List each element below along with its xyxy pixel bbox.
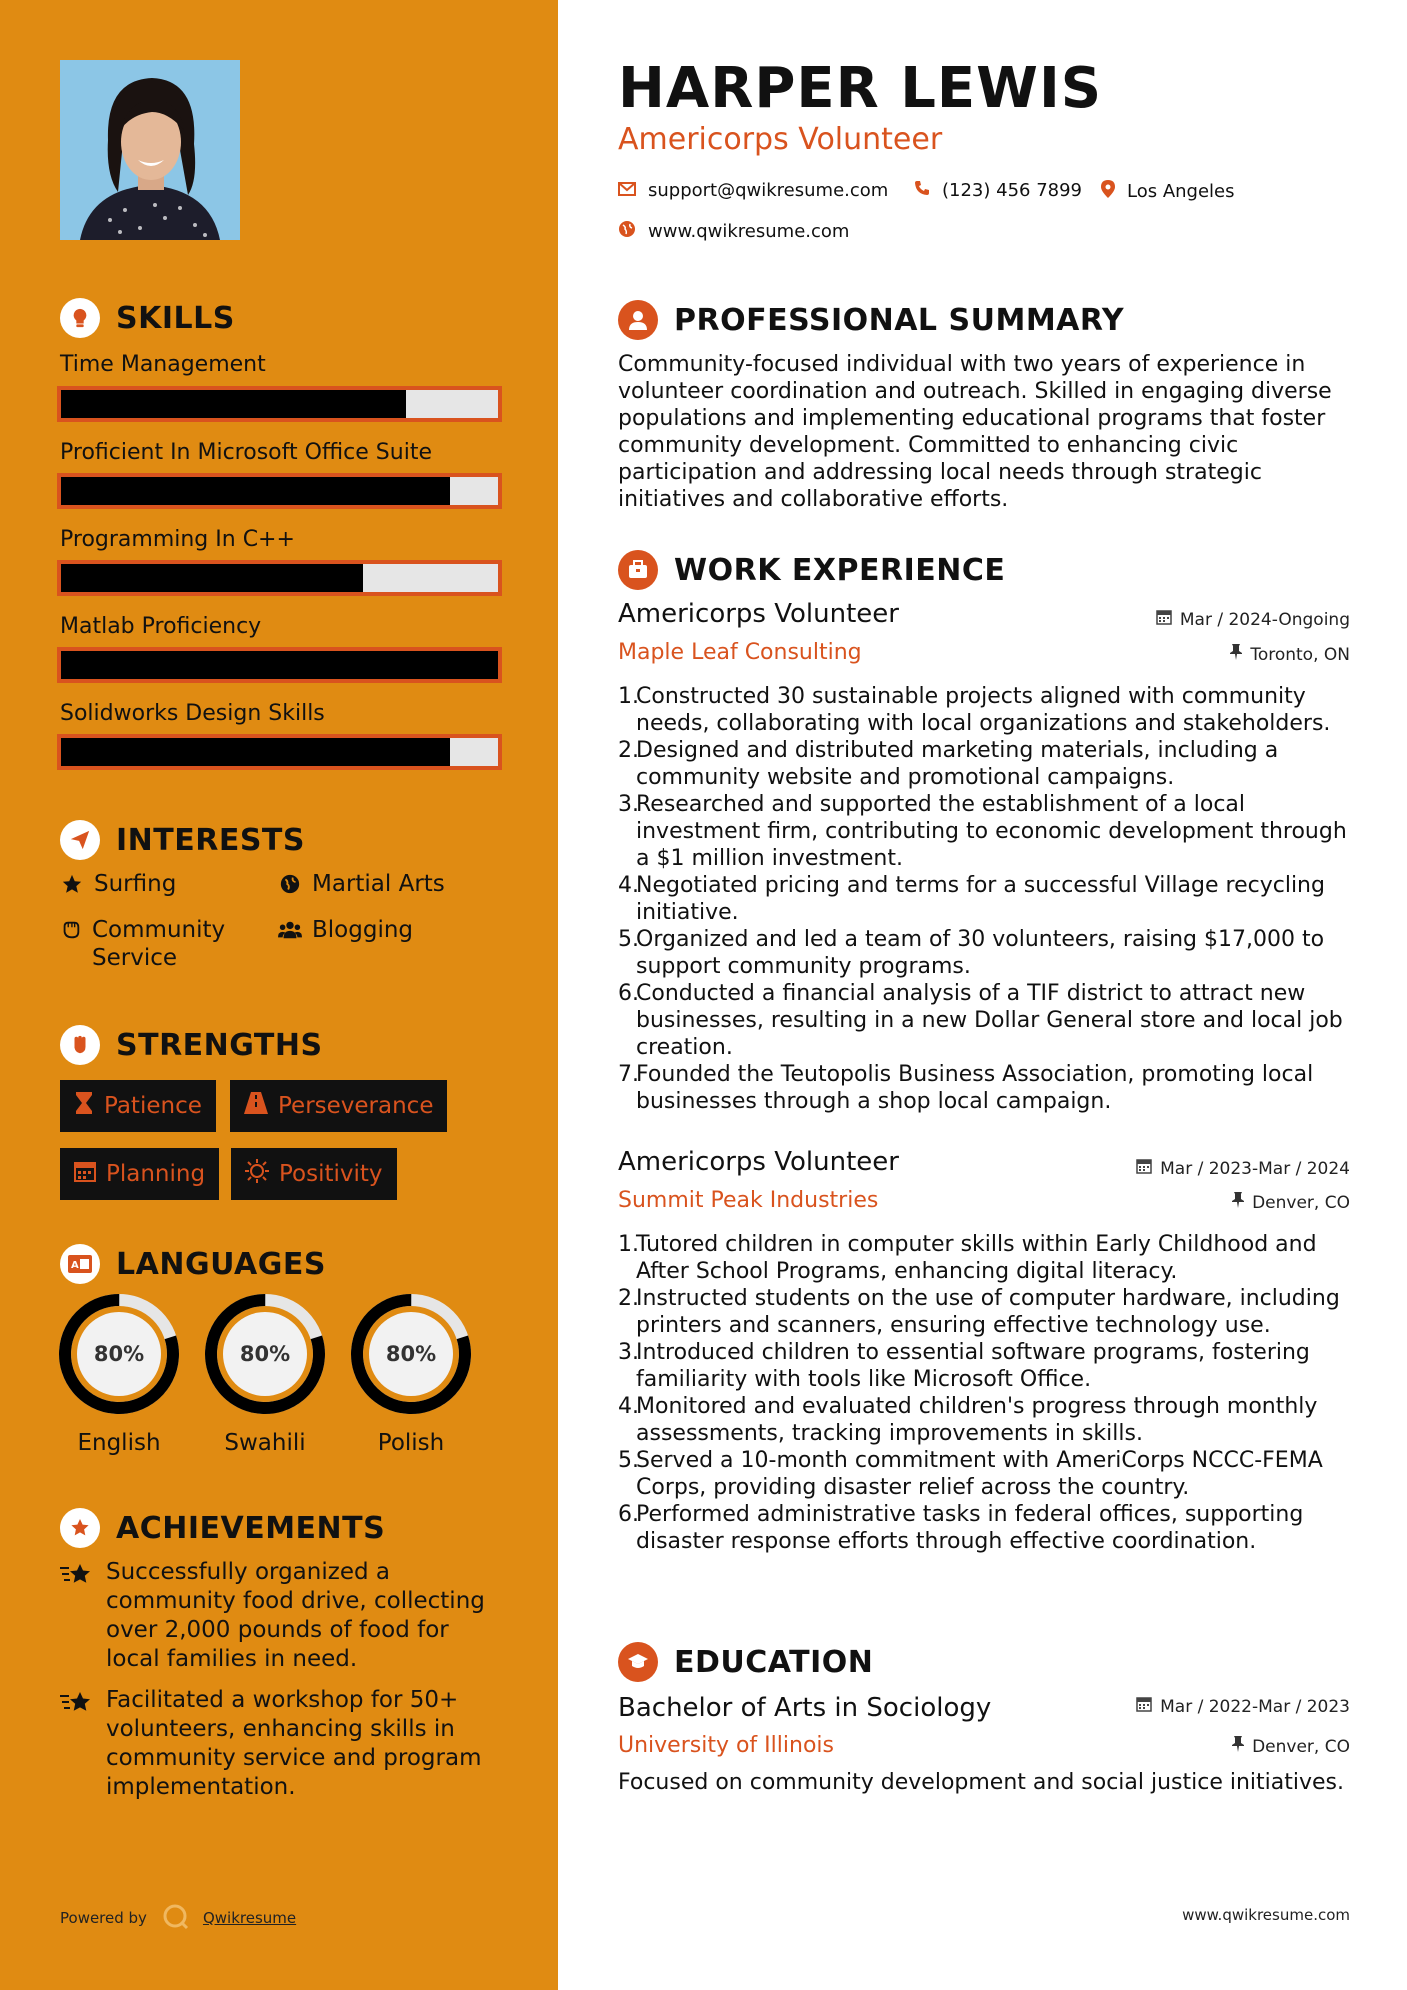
- job-dates: [1156, 609, 1350, 630]
- skill-label: Programming In C++: [60, 527, 295, 552]
- phone-text: (123) 456 7899: [942, 180, 1083, 201]
- strengths-heading: [60, 1025, 323, 1065]
- achievements-heading: [60, 1508, 385, 1548]
- language-level: 80%: [93, 1342, 145, 1366]
- job-location: [1230, 644, 1350, 665]
- item-number: 5.: [618, 927, 639, 952]
- pushpin-icon: [1230, 644, 1242, 665]
- item-text: Tutored children in computer skills within Early Childhood and After School Programs, enhancing digital literacy.: [636, 1232, 1317, 1284]
- shooting-star-icon: [60, 1690, 94, 1802]
- lightbulb-icon: [60, 298, 100, 338]
- contact-phone[interactable]: [914, 180, 1082, 201]
- powered-by: [60, 1902, 296, 1934]
- item-number: 6.: [618, 1502, 639, 1527]
- skill-bar-fill: [61, 651, 498, 679]
- job-location-text: Denver, CO: [1252, 1192, 1350, 1213]
- job-responsibilities: [618, 683, 1358, 1115]
- item-text: Founded the Teutopolis Business Association, promoting local businesses through a shop local campaign.: [636, 1062, 1314, 1114]
- job-location-text: Toronto, ON: [1250, 644, 1350, 665]
- user-icon: [618, 300, 658, 340]
- responsibility-item: [618, 1393, 1358, 1447]
- interest-label: Blogging: [312, 917, 414, 943]
- education-description: Focused on community development and social justice initiatives.: [618, 1770, 1345, 1795]
- svg-text:A: A: [71, 1260, 79, 1271]
- skill-label: Matlab Proficiency: [60, 614, 262, 639]
- education-title: EDUCATION: [674, 1644, 874, 1680]
- candidate-name: HARPER LEWIS: [618, 56, 1103, 121]
- item-text: Conducted a financial analysis of a TIF district to attract new businesses, resulting in a new Dollar General store and local job creation.: [636, 981, 1343, 1060]
- skill-bar: [57, 647, 502, 683]
- hourglass-icon: [74, 1091, 94, 1121]
- item-number: 7.: [618, 1062, 639, 1087]
- responsibility-item: [618, 926, 1358, 980]
- item-number: 6.: [618, 981, 639, 1006]
- item-number: 5.: [618, 1448, 639, 1473]
- language-icon: [60, 1244, 100, 1284]
- item-text: Designed and distributed marketing materials, including a community website and promotional campaigns.: [636, 738, 1279, 790]
- strength-badge: [230, 1080, 447, 1132]
- shooting-star-icon: [60, 1562, 94, 1674]
- skill-bar-fill: [61, 477, 450, 505]
- item-number: 1.: [618, 1232, 639, 1257]
- sun-icon: [245, 1159, 269, 1189]
- item-number: 4.: [618, 1394, 639, 1419]
- summary-text: Community-focused individual with two years of experience in volunteer coordination and outreach. Skilled in engaging diverse populations and implementing educational programs that foster community development. Committed to enhancing civic participation and addressing local needs through strategic initiatives and collaborative efforts.: [618, 352, 1332, 512]
- responsibility-item: [618, 737, 1358, 791]
- education-dates: [1136, 1696, 1350, 1717]
- footer-url[interactable]: www.qwikresume.com: [1182, 1906, 1350, 1924]
- job-company: Maple Leaf Consulting: [618, 640, 862, 665]
- briefcase-icon: [618, 550, 658, 590]
- responsibility-item: [618, 1501, 1358, 1555]
- item-number: 3.: [618, 1340, 639, 1365]
- item-number: 3.: [618, 792, 639, 817]
- interest-item: [278, 870, 445, 898]
- interests-title: INTERESTS: [116, 822, 305, 858]
- skill-label: Solidworks Design Skills: [60, 701, 325, 726]
- summary-title: PROFESSIONAL SUMMARY: [674, 302, 1125, 338]
- item-text: Researched and supported the establishment of a local investment firm, contributing to economic development through a $1 million investment.: [636, 792, 1347, 871]
- responsibility-item: [618, 980, 1358, 1061]
- strength-label: Patience: [104, 1093, 202, 1119]
- strength-label: Perseverance: [278, 1093, 434, 1119]
- item-text: Served a 10-month commitment with AmeriCorps NCCC-FEMA Corps, providing disaster relief across the country.: [636, 1448, 1323, 1500]
- strength-badge: [60, 1080, 216, 1132]
- skill-bar: [57, 473, 502, 509]
- job-title: Americorps Volunteer: [618, 1147, 899, 1177]
- strengths-title: STRENGTHS: [116, 1027, 323, 1063]
- strength-label: Planning: [106, 1161, 206, 1187]
- strength-badge: [60, 1148, 219, 1200]
- globe-icon: [278, 872, 302, 896]
- achievement-text: Facilitated a workshop for 50+ volunteers, enhancing skills in community service and program implementation.: [106, 1687, 482, 1800]
- job-dates-text: Mar / 2024-Ongoing: [1179, 609, 1350, 630]
- star-icon: [60, 872, 84, 896]
- contact-website[interactable]: [618, 220, 849, 243]
- item-text: Organized and led a team of 30 volunteers, raising $17,000 to support community programs.: [636, 927, 1325, 979]
- language-item: [203, 1292, 327, 1456]
- interest-item: [60, 916, 260, 972]
- interest-label: Surfing: [94, 871, 177, 897]
- item-text: Constructed 30 sustainable projects aligned with community needs, collaborating with local organizations and stakeholders.: [636, 684, 1331, 736]
- skill-bar: [57, 386, 502, 422]
- responsibility-item: [618, 683, 1358, 737]
- education-location: [1232, 1736, 1350, 1757]
- skill-label: Proficient In Microsoft Office Suite: [60, 440, 432, 465]
- responsibility-item: [618, 1231, 1358, 1285]
- envelope-icon: [618, 180, 636, 201]
- graduation-icon: [618, 1642, 658, 1682]
- achievement-item: [60, 1558, 500, 1674]
- job-title: Americorps Volunteer: [618, 599, 899, 629]
- map-pin-icon: [1101, 180, 1115, 203]
- item-text: Negotiated pricing and terms for a successful Village recycling initiative.: [636, 873, 1325, 925]
- education-location-text: Denver, CO: [1252, 1736, 1350, 1757]
- calendar-icon: [74, 1160, 96, 1188]
- globe-icon: [618, 220, 636, 243]
- education-heading: [618, 1642, 873, 1682]
- contact-location: [1101, 180, 1235, 203]
- item-text: Performed administrative tasks in federal offices, supporting disaster response efforts through effective coordination.: [636, 1502, 1304, 1554]
- profile-photo: [60, 60, 240, 240]
- item-number: 2.: [618, 738, 639, 763]
- location-text: Los Angeles: [1127, 181, 1235, 202]
- language-level: 80%: [239, 1342, 291, 1366]
- responsibility-item: [618, 1447, 1358, 1501]
- interest-label: Community Service: [92, 917, 226, 971]
- achievements-title: ACHIEVEMENTS: [116, 1510, 386, 1546]
- skill-bar: [57, 734, 502, 770]
- language-name: Polish: [377, 1430, 445, 1456]
- item-text: Introduced children to essential software programs, fostering familiarity with tools like Microsoft Office.: [636, 1340, 1310, 1392]
- skill-bar-fill: [61, 738, 450, 766]
- interests-heading: [60, 820, 305, 860]
- fist-icon: [60, 918, 82, 942]
- qwikresume-link[interactable]: Qwikresume: [202, 1909, 297, 1927]
- skill-bar-fill: [61, 564, 363, 592]
- language-name: English: [77, 1430, 161, 1456]
- calendar-icon: [1136, 1158, 1152, 1179]
- experience-heading: [618, 550, 1005, 590]
- powered-by-label: Powered by: [60, 1909, 147, 1927]
- interest-item: [278, 916, 413, 944]
- fist-raised-icon: [60, 1025, 100, 1065]
- item-number: 4.: [618, 873, 639, 898]
- job-company: Summit Peak Industries: [618, 1188, 879, 1213]
- interest-label: Martial Arts: [312, 871, 445, 897]
- candidate-title: Americorps Volunteer: [618, 122, 943, 157]
- summary-heading: [618, 300, 1124, 340]
- phone-icon: [914, 180, 930, 201]
- medal-star-icon: [60, 1508, 100, 1548]
- language-item: [57, 1292, 181, 1456]
- item-text: Instructed students on the use of computer hardware, including printers and scanners, ensuring effective technology use.: [636, 1286, 1340, 1338]
- languages-heading: [60, 1244, 326, 1284]
- strength-badge: [231, 1148, 397, 1200]
- contact-email[interactable]: [618, 180, 888, 201]
- pushpin-icon: [1232, 1192, 1244, 1213]
- pushpin-icon: [1232, 1736, 1244, 1757]
- responsibility-item: [618, 1285, 1358, 1339]
- job-dates: [1136, 1158, 1350, 1179]
- language-level: 80%: [385, 1342, 437, 1366]
- item-text: Monitored and evaluated children's progress through monthly assessments, tracking improvements in skills.: [636, 1394, 1318, 1446]
- responsibility-item: [618, 791, 1358, 872]
- skills-title: SKILLS: [116, 300, 235, 336]
- item-number: 1.: [618, 684, 639, 709]
- responsibility-item: [618, 1061, 1358, 1115]
- responsibility-item: [618, 1339, 1358, 1393]
- skill-bar: [57, 560, 502, 596]
- strength-label: Positivity: [279, 1161, 383, 1187]
- users-icon: [278, 918, 302, 942]
- job-location: [1232, 1192, 1350, 1213]
- achievement-item: [60, 1686, 500, 1802]
- education-dates-text: Mar / 2022-Mar / 2023: [1160, 1696, 1350, 1717]
- qwikresume-logo-icon: [161, 1902, 189, 1934]
- languages-title: LANGUAGES: [116, 1246, 326, 1282]
- job-responsibilities: [618, 1231, 1358, 1555]
- experience-title: WORK EXPERIENCE: [674, 552, 1006, 588]
- sidebar: [0, 0, 558, 1990]
- achievement-text: Successfully organized a community food drive, collecting over 2,000 pounds of food for local families in need.: [106, 1559, 485, 1672]
- main-content: [558, 0, 1407, 1990]
- item-number: 2.: [618, 1286, 639, 1311]
- education-degree: Bachelor of Arts in Sociology: [618, 1693, 992, 1723]
- interest-item: [60, 870, 176, 898]
- calendar-icon: [1136, 1696, 1152, 1717]
- website-text: www.qwikresume.com: [648, 221, 850, 242]
- responsibility-item: [618, 872, 1358, 926]
- language-item: [349, 1292, 473, 1456]
- email-text: support@qwikresume.com: [648, 180, 889, 201]
- skill-label: Time Management: [60, 352, 266, 377]
- skill-bar-fill: [61, 390, 406, 418]
- job-dates-text: Mar / 2023-Mar / 2024: [1160, 1158, 1350, 1179]
- skills-heading: [60, 298, 235, 338]
- calendar-icon: [1156, 609, 1172, 630]
- education-school: University of Illinois: [618, 1733, 834, 1758]
- language-name: Swahili: [224, 1430, 306, 1456]
- paper-plane-icon: [60, 820, 100, 860]
- road-icon: [244, 1092, 268, 1120]
